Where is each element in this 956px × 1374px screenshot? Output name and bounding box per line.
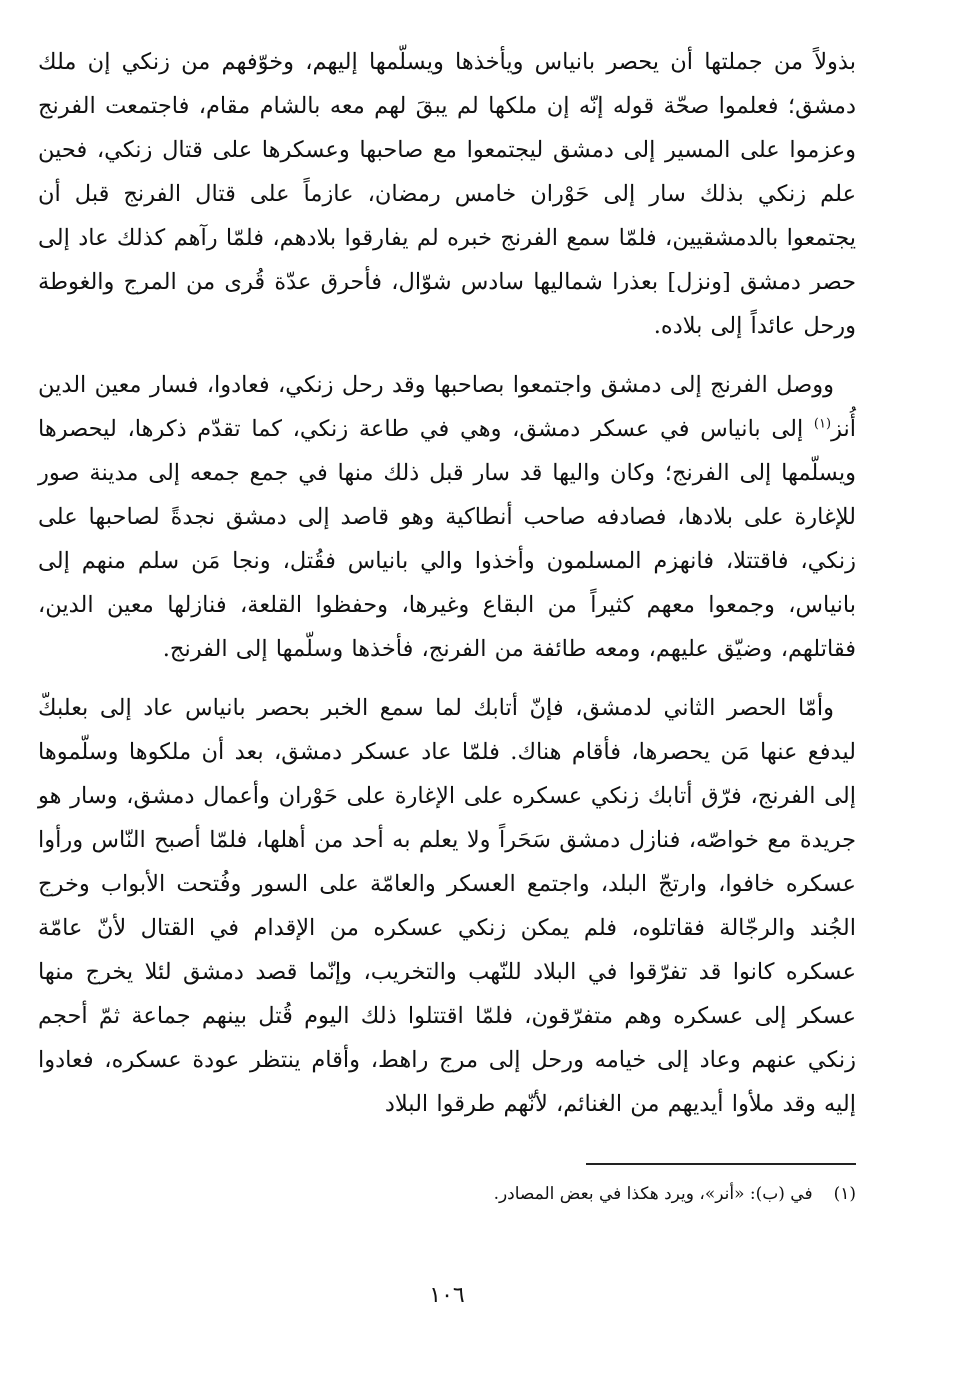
footnote-reference: (١) (813, 416, 832, 432)
book-page (38, 40, 856, 1340)
paragraph-2-text-after-note: إلى بانياس في عسكر دمشق، وهي في طاعة زنكي، كما تقدّم ذكرها، ليحصرها ويسلّمها إلى الفرنج؛ وكان واليها قد سار قبل ذلك منها في جمع جمعه إلى مدينة صور للإغارة على بلادها، فصادفه صاحب أنطاكية وهو قاصد إلى دمشق نجدةً لصاحبها على زنكي، فاقتتلا، فانهزم المسلمون وأخذوا والي بانياس فقُتل، ونجا مَن سلم منهم إلى بانياس، وجمعوا معهم كثيراً من البقاع وغيرها، وحفظوا القلعة، فنازلها معين الدين، فقاتلهم، وضيّق عليهم، ومعه طائفة من الفرنج، فأخذها وسلّمها إلى الفرنج. (38, 416, 856, 662)
paragraph-2 (38, 363, 856, 671)
footnote-text: في (ب): «أنر»، ويرد هكذا في بعض المصادر. (493, 1184, 813, 1204)
footnote (38, 1180, 856, 1208)
paragraph-2-text-before-note: ووصل الفرنج إلى دمشق واجتمعوا بصاحبها وقد رحل زنكي، فعادوا، فسار معين الدين أُنز (38, 372, 856, 442)
paragraph-1: بذولاً من جملتها أن يحصر بانياس ويأخذها ويسلّمها إليهم، وخوّفهم من زنكي إن ملك دمشق؛ فعلموا صحّة قوله إنّه إن ملكها لم يبقَ لهم معه بالشام مقام، فاجتمعت الفرنج وعزموا على المسير إلى دمشق ليجتمعوا مع صاحبها وعسكرها على قتال زنكي، فحين علم زنكي بذلك سار إلى حَوْران خامس رمضان، عازماً على قتال الفرنج قبل أن يجتمعوا بالدمشقيين، فلمّا سمع الفرنج خبره لم يفارقوا بلادهم، فلمّا رآهم كذلك عاد إلى حصر دمشق [ونزل] بعذرا شماليها سادس شوّال، فأحرق عدّة قُرى من المرج والغوطة ورحل عائداً إلى بلاده. (38, 49, 856, 339)
page-number: ١٠٦ (429, 1283, 465, 1308)
footnote-divider (586, 1163, 856, 1165)
paragraph-3: وأمّا الحصر الثاني لدمشق، فإنّ أتابك لما سمع الخبر بحصر بانياس عاد إلى بعلبكّ ليدفع عنها مَن يحصرها، فأقام هناك. فلمّا عاد عسكر دمشق، بعد أن ملكوها وسلّموها إلى الفرنج، فرّق أتابك زنكي عسكره على الإغارة على حَوْران وأعمال دمشق، وسار هو جريدة مع خواصّه، فنازل دمشق سَحَراً ولا يعلم به أحد من أهلها، فلمّا أصبح النّاس ورأوا عسكره خافوا، وارتجّ البلد، واجتمع العسكر والعامّة على السور وفُتحت الأبواب وخرج الجُند والرجّالة فقاتلوه، فلم يمكن زنكي عسكره من الإقدام في القتال لأنّ عامّة عسكره كانوا قد تفرّقوا في البلاد للنّهب والتخريب، وإنّما قصد دمشق لئلا يخرج منها عسكر إلى عسكره وهم متفرّقون، فلمّا اقتتلوا ذلك اليوم قُتل بينهم جماعة ثمّ أحجم زنكي عنهم وعاد إلى خيامه ورحل إلى مرج راهط، وأقام ينتظر عودة عسكره، فعادوا إليه وقد ملأوا أيديهم من الغنائم، لأنّهم طرقوا البلاد (38, 695, 856, 1117)
footnote-number: (١) (833, 1184, 856, 1204)
